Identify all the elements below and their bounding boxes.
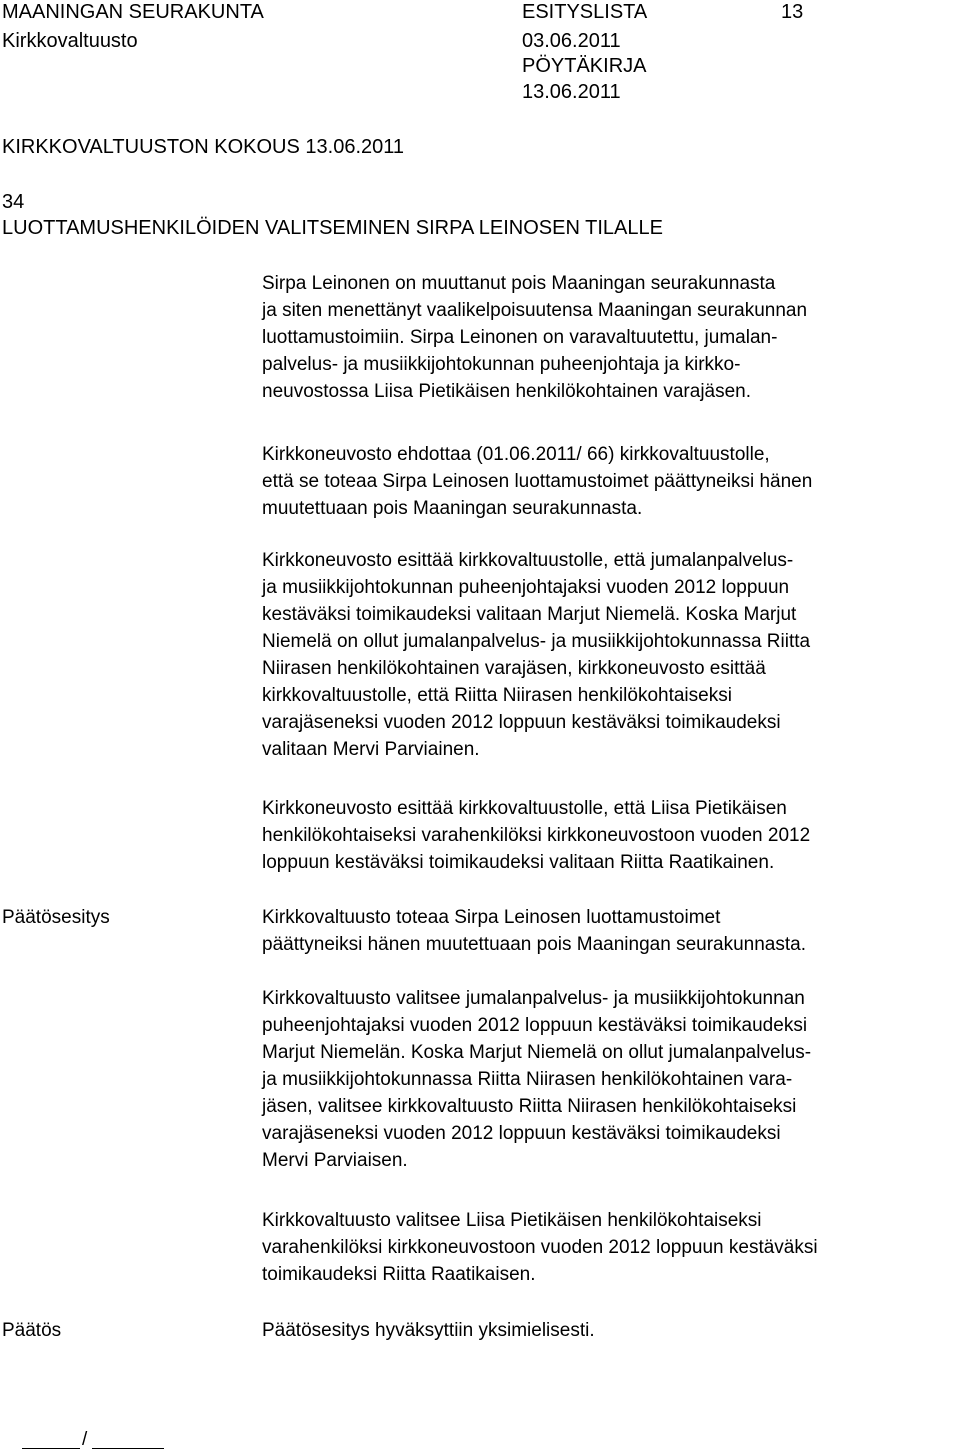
agenda-date: 03.06.2011 [522, 30, 621, 52]
page-number: 13 [781, 1, 804, 23]
text-line: Niirasen henkilökohtainen varajäsen, kirkkoneuvosto esittää [262, 658, 766, 679]
text-line: Kirkkovaltuusto valitsee jumalanpalvelus- ja musiikkijohtokunnan [262, 988, 805, 1009]
decision-text: Päätösesitys hyväksyttiin yksimielisesti. [262, 1320, 595, 1341]
meeting-title: KIRKKOVALTUUSTON KOKOUS 13.06.2011 [2, 136, 405, 158]
text-line: Marjut Niemelän. Koska Marjut Niemelä on ollut jumalanpalvelus- [262, 1042, 812, 1063]
text-line: loppuun kestäväksi toimikaudeksi valitaan Riitta Raatikainen. [262, 852, 775, 873]
text-line: että se toteaa Sirpa Leinosen luottamustoimet päättyneiksi hänen [262, 471, 813, 492]
text-line: Kirkkoneuvosto esittää kirkkovaltuustolle, että jumalanpalvelus- [262, 550, 794, 571]
body-paragraph-2 [262, 441, 960, 522]
proposal-paragraph-1 [262, 904, 960, 958]
text-line: toimikaudeksi Riitta Raatikaisen. [262, 1264, 536, 1285]
text-line: kestäväksi toimikaudeksi valitaan Marjut Niemelä. Koska Marjut [262, 604, 797, 625]
proposal-label: Päätösesitys [2, 907, 110, 928]
doc-type: ESITYSLISTA [522, 1, 648, 23]
proposal-paragraph-2 [262, 985, 960, 1174]
item-number: 34 [2, 191, 25, 213]
text-line: valitaan Mervi Parviainen. [262, 739, 480, 760]
text-line: Kirkkovaltuusto valitsee Liisa Pietikäisen henkilökohtaiseksi [262, 1210, 762, 1231]
text-line: Kirkkoneuvosto esittää kirkkovaltuustolle, että Liisa Pietikäisen [262, 798, 787, 819]
text-line: varahenkilöksi kirkkoneuvostoon vuoden 2012 loppuun kestäväksi [262, 1237, 818, 1258]
text-line: jäsen, valitsee kirkkovaltuusto Riitta Niirasen henkilökohtaiseksi [262, 1096, 797, 1117]
org-name: MAANINGAN SEURAKUNTA [2, 1, 264, 23]
text-line: Sirpa Leinonen on muuttanut pois Maaningan seurakunnasta [262, 273, 776, 294]
text-line: henkilökohtaiseksi varahenkilöksi kirkkoneuvostoon vuoden 2012 [262, 825, 811, 846]
text-line: varajäseneksi vuoden 2012 loppuun kestäväksi toimikaudeksi [262, 712, 781, 733]
text-line: neuvostossa Liisa Pietikäisen henkilökohtainen varajäsen. [262, 381, 752, 402]
text-line: ja musiikkijohtokunnassa Riitta Niirasen henkilökohtainen vara- [262, 1069, 793, 1090]
signature-line-left [22, 1448, 80, 1449]
minutes-label: PÖYTÄKIRJA [522, 55, 647, 77]
decision-label: Päätös [2, 1320, 62, 1341]
proposal-paragraph-3 [262, 1207, 960, 1288]
text-line: varajäseneksi vuoden 2012 loppuun kestäväksi toimikaudeksi [262, 1123, 781, 1144]
text-line: päättyneiksi hänen muutettuaan pois Maaningan seurakunnasta. [262, 934, 806, 955]
body-paragraph-4 [262, 795, 960, 876]
text-line: Kirkkovaltuusto toteaa Sirpa Leinosen luottamustoimet [262, 907, 721, 928]
text-line: palvelus- ja musiikkijohtokunnan puheenjohtaja ja kirkko- [262, 354, 741, 375]
body-paragraph-1 [262, 270, 960, 405]
signature-line-right [92, 1448, 164, 1449]
text-line: ja musiikkijohtokunnan puheenjohtajaksi vuoden 2012 loppuun [262, 577, 790, 598]
text-line: ja siten menettänyt vaalikelpoisuutensa Maaningan seurakunnan [262, 300, 808, 321]
body-paragraph-3 [262, 547, 960, 763]
minutes-date: 13.06.2011 [522, 81, 621, 103]
text-line: muutettuaan pois Maaningan seurakunnasta. [262, 498, 643, 519]
item-title: LUOTTAMUSHENKILÖIDEN VALITSEMINEN SIRPA LEINOSEN TILALLE [2, 217, 663, 239]
text-line: puheenjohtajaksi vuoden 2012 loppuun kestäväksi toimikaudeksi [262, 1015, 808, 1036]
signature-separator: / [82, 1429, 88, 1450]
text-line: luottamustoimiin. Sirpa Leinonen on varavaltuutettu, jumalan- [262, 327, 778, 348]
text-line: Kirkkoneuvosto ehdottaa (01.06.2011/ 66) kirkkovaltuustolle, [262, 444, 770, 465]
text-line: Mervi Parviaisen. [262, 1150, 408, 1171]
text-line: Niemelä on ollut jumalanpalvelus- ja musiikkijohtokunnassa Riitta [262, 631, 811, 652]
org-body: Kirkkovaltuusto [2, 30, 138, 52]
text-line: kirkkovaltuustolle, että Riitta Niirasen henkilökohtaiseksi [262, 685, 732, 706]
